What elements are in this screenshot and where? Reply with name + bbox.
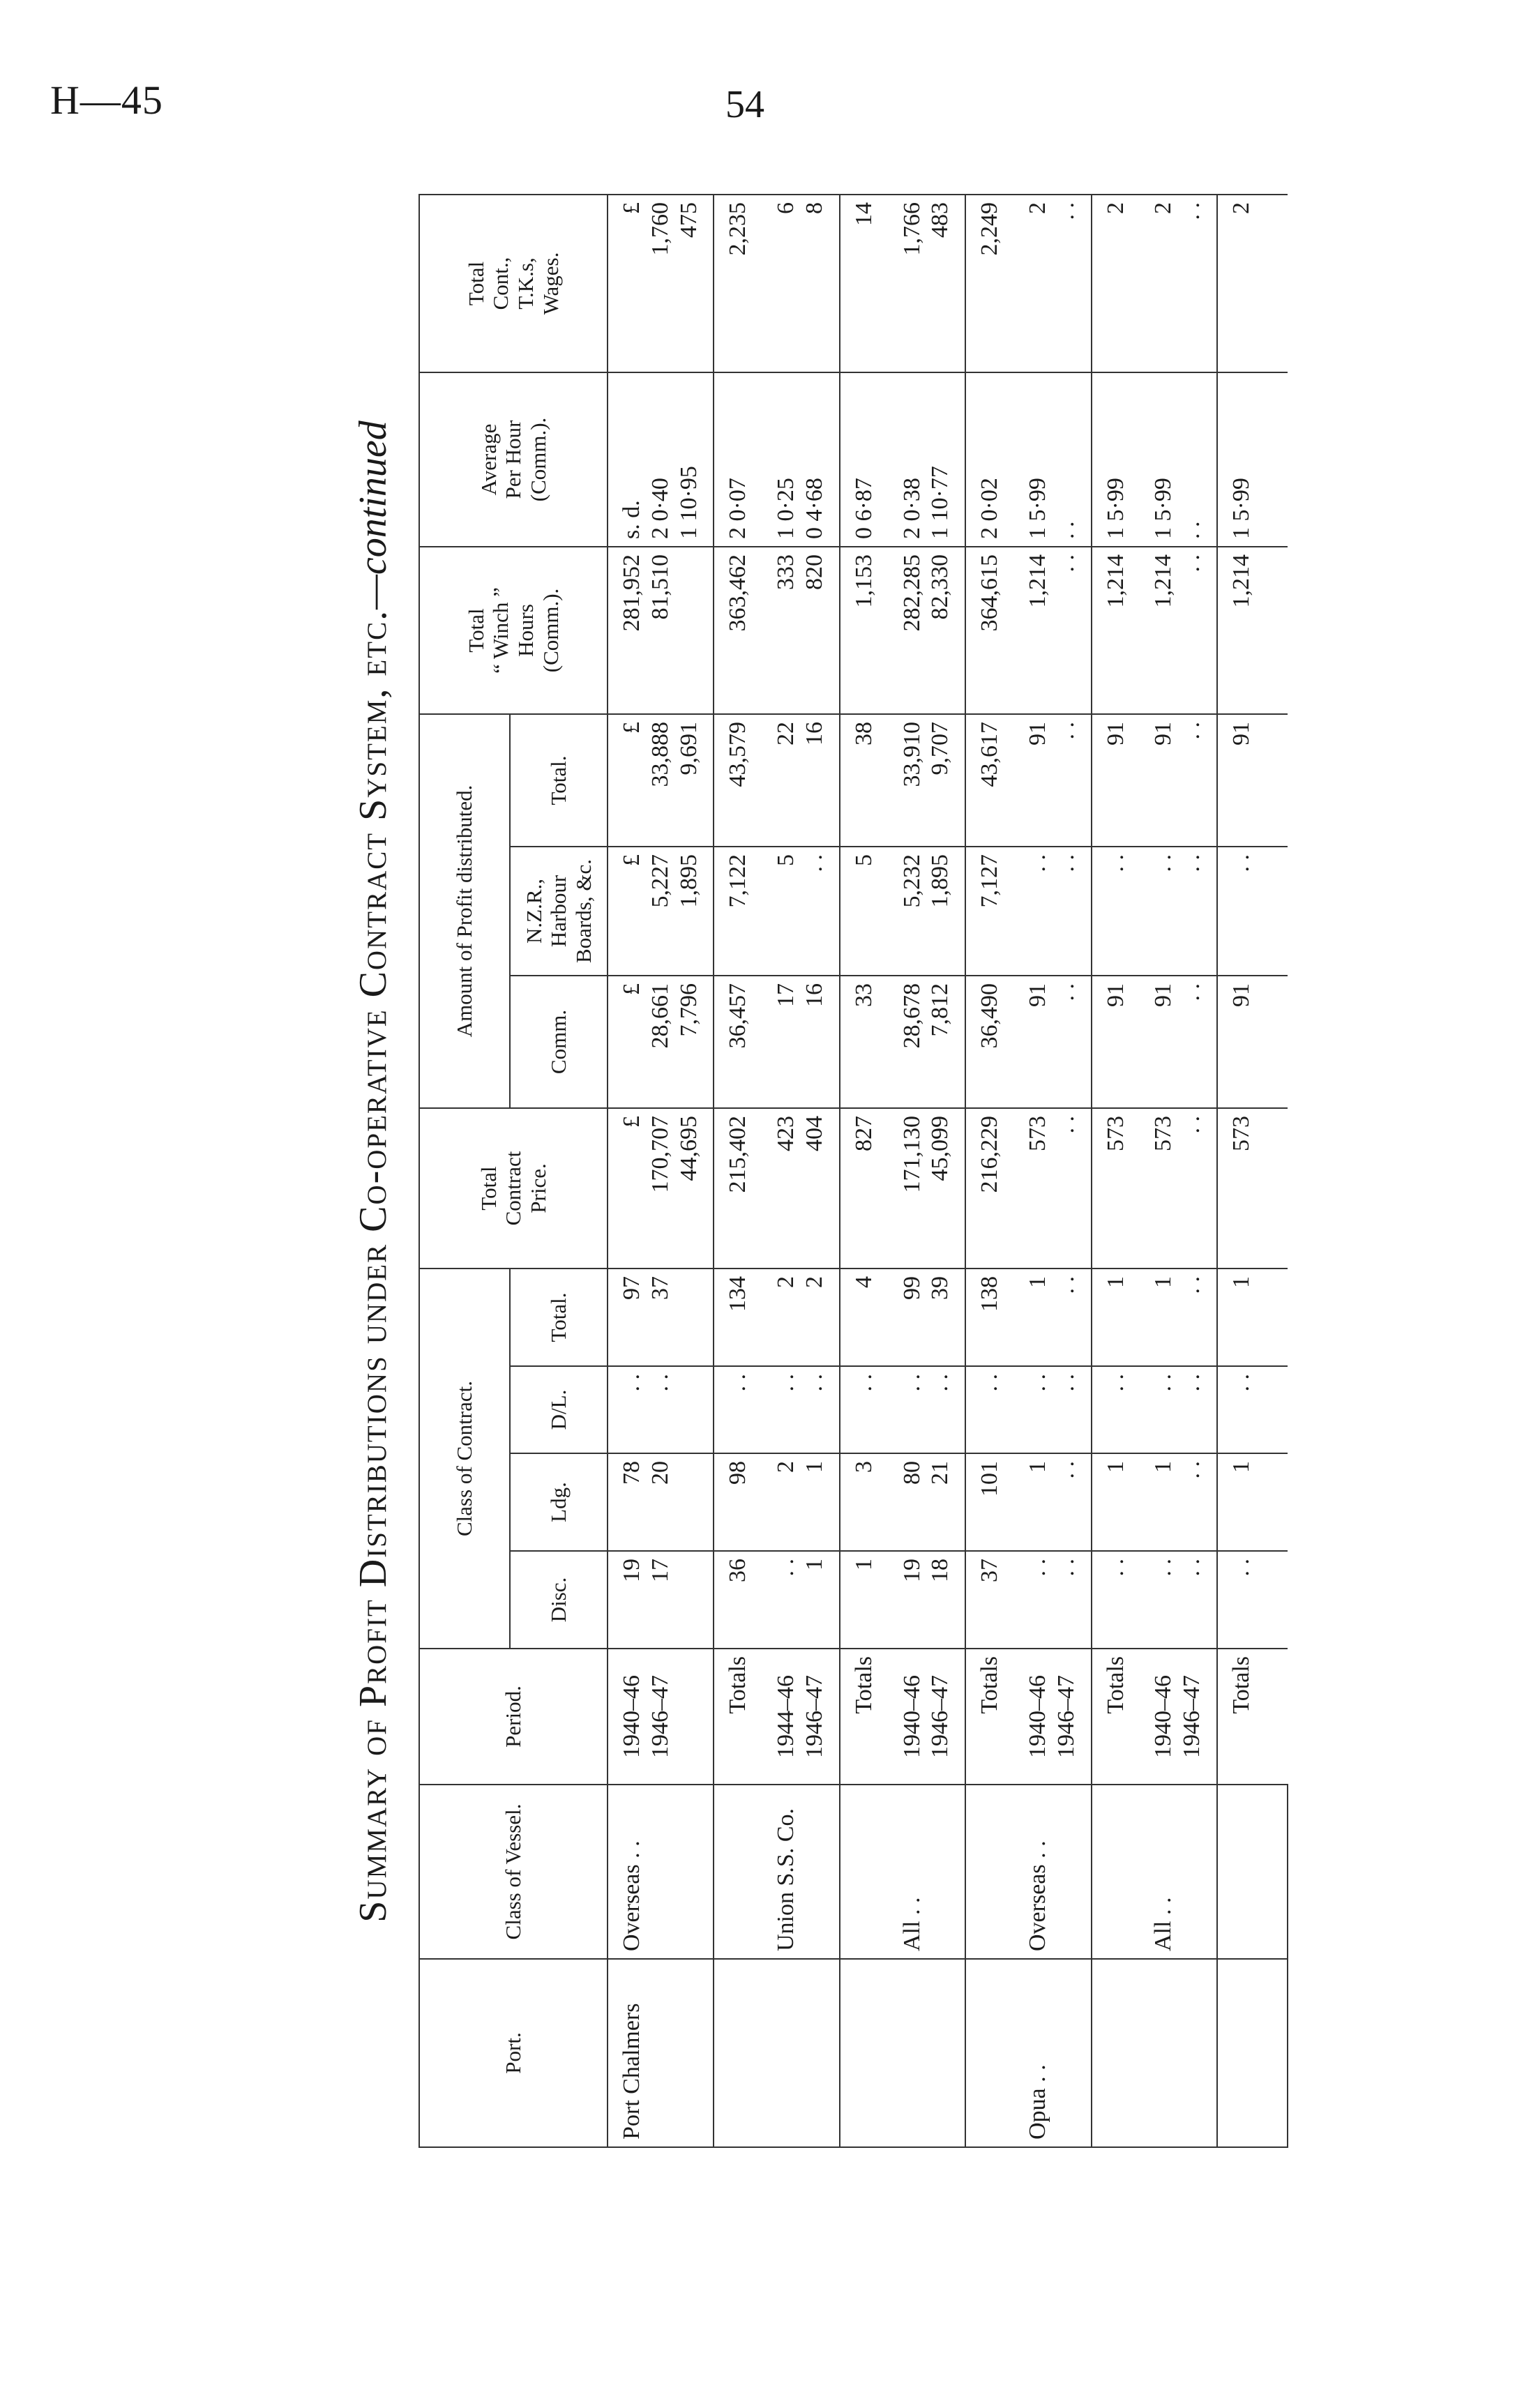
cell-port (965, 1959, 1014, 2147)
rule-cell (1266, 714, 1288, 847)
cell-period: 1940–46 1946–47 (889, 1649, 966, 1785)
cell-disc: 1 (840, 1551, 889, 1649)
cell-port (889, 1959, 966, 2147)
col-profit-distributed: Amount of Profit distributed. (419, 714, 510, 1108)
cell-price: £ 170,707 44,695 (608, 1108, 714, 1269)
col-class-total: Total. (510, 1269, 608, 1366)
totals-row (840, 195, 889, 2147)
cell-ldg: 1 . . (1014, 1453, 1092, 1551)
table-row (762, 195, 840, 2147)
cell-tk: 2 (1092, 195, 1140, 372)
cell-nzr: 5,232 1,895 (889, 847, 966, 976)
cell-nzr: 5 (840, 847, 889, 976)
cell-avg: 2 0·07 (714, 372, 762, 547)
cell-nzr: 5 . . (762, 847, 840, 976)
cell-cls-total: 2 2 (762, 1269, 840, 1366)
cell-port (714, 1959, 762, 2147)
totals-row (1217, 195, 1266, 2147)
cell-ldg: 98 (714, 1453, 762, 1551)
cell-cls-total: 134 (714, 1269, 762, 1366)
cell-ldg: 2 1 (762, 1453, 840, 1551)
cell-comm: 91 (1092, 976, 1140, 1108)
document-id: H—45 (50, 77, 163, 123)
cell-cls-total: 4 (840, 1269, 889, 1366)
col-average-per-hour: Average Per Hour (Comm.). (419, 372, 608, 547)
cell-dl: . . (1217, 1366, 1266, 1453)
cell-disc: 36 (714, 1551, 762, 1649)
cell-dl: . . . . (762, 1366, 840, 1453)
cell-ptotal: 33,910 9,707 (889, 714, 966, 847)
col-period: Period. (419, 1649, 608, 1785)
cell-avg: 1 5·99 . . (1140, 372, 1217, 547)
table-row (608, 195, 714, 2147)
rule-cell (1266, 547, 1288, 714)
table-row (1014, 195, 1092, 2147)
cell-ldg: 101 (965, 1453, 1014, 1551)
cell-nzr: . . (1217, 847, 1266, 976)
cell-port: Port Chalmers (608, 1959, 714, 2147)
cell-price: 215,402 (714, 1108, 762, 1269)
cell-port (1140, 1959, 1217, 2147)
col-disc: Disc. (510, 1551, 608, 1649)
rule-cell (1266, 1366, 1288, 1453)
cell-disc: . . . . (1140, 1551, 1217, 1649)
cell-ldg: 1 (1092, 1453, 1140, 1551)
cell-disc: . . (1217, 1551, 1266, 1649)
cell-winch: 281,952 81,510 (608, 547, 714, 714)
cell-disc: 37 (965, 1551, 1014, 1649)
cell-comm: 91 (1217, 976, 1266, 1108)
cell-ldg: 80 21 (889, 1453, 966, 1551)
cell-winch: 363,462 (714, 547, 762, 714)
cell-vessel: Overseas . . (1014, 1785, 1092, 1959)
cell-cls-total: 99 39 (889, 1269, 966, 1366)
cell-period: 1940–46 1946–47 (1140, 1649, 1217, 1785)
cell-disc: . . (1092, 1551, 1140, 1649)
table-row (1140, 195, 1217, 2147)
cell-avg: 1 5·99 (1092, 372, 1140, 547)
cell-price: 573 . . (1140, 1108, 1217, 1269)
table-title-text: Summary of Profit Distributions under Co-operative Contract System, etc. (352, 609, 395, 1923)
cell-period: Totals (840, 1649, 889, 1785)
cell-ptotal: 91 (1217, 714, 1266, 847)
cell-comm: 91 . . (1014, 976, 1092, 1108)
cell-cls-total: 1 . . (1140, 1269, 1217, 1366)
cell-dl: . . . . (1014, 1366, 1092, 1453)
table-row (889, 195, 966, 2147)
cell-tk: 6 8 (762, 195, 840, 372)
cell-period: Totals (1217, 1649, 1266, 1785)
cell-ptotal: 91 . . (1014, 714, 1092, 847)
cell-nzr: . . . . (1140, 847, 1217, 976)
cell-winch: 333 820 (762, 547, 840, 714)
cell-winch: 1,214 (1092, 547, 1140, 714)
cell-avg: 1 5·99 . . (1014, 372, 1092, 547)
cell-disc: 19 18 (889, 1551, 966, 1649)
rule-cell (1266, 195, 1288, 372)
rule-cell (1266, 372, 1288, 547)
cell-vessel: Union S.S. Co. (762, 1785, 840, 1959)
cell-avg: 2 0·38 1 10·77 (889, 372, 966, 547)
cell-disc: . . 1 (762, 1551, 840, 1649)
cell-ptotal: 91 . . (1140, 714, 1217, 847)
cell-ldg: 3 (840, 1453, 889, 1551)
cell-avg: 2 0·02 (965, 372, 1014, 547)
cell-price: 573 . . (1014, 1108, 1092, 1269)
col-vessel: Class of Vessel. (419, 1785, 608, 1959)
col-dl: D/L. (510, 1366, 608, 1453)
col-comm: Comm. (510, 976, 608, 1108)
cell-ldg: 1 . . (1140, 1453, 1217, 1551)
page-number: 54 (725, 83, 764, 126)
cell-comm: 36,457 (714, 976, 762, 1108)
cell-ldg: 78 20 (608, 1453, 714, 1551)
cell-tk: 2 . . (1014, 195, 1092, 372)
cell-avg: 1 5·99 (1217, 372, 1266, 547)
cell-dl: . . . . (889, 1366, 966, 1453)
rule-cell (1266, 1108, 1288, 1269)
cell-dl: . . (1092, 1366, 1140, 1453)
cell-period: 1940–46 1946–47 (1014, 1649, 1092, 1785)
cell-winch: 1,214 (1217, 547, 1266, 714)
cell-price: 216,229 (965, 1108, 1014, 1269)
col-port: Port. (419, 1959, 608, 2147)
totals-row (1092, 195, 1140, 2147)
cell-avg: 1 0·25 0 4·68 (762, 372, 840, 547)
profit-distribution-table (418, 194, 1288, 2148)
col-class-of-contract: Class of Contract. (419, 1269, 510, 1649)
cell-ptotal: £ 33,888 9,691 (608, 714, 714, 847)
col-total-cont-wages: Total Cont., T.K.s, Wages. (419, 195, 608, 372)
cell-comm: 36,490 (965, 976, 1014, 1108)
cell-port (1217, 1959, 1266, 2147)
cell-vessel (840, 1785, 889, 1959)
rule-cell (1266, 1785, 1288, 1959)
rule-cell (1266, 976, 1288, 1108)
cell-tk: 2,235 (714, 195, 762, 372)
cell-nzr: £ 5,227 1,895 (608, 847, 714, 976)
cell-nzr: 7,127 (965, 847, 1014, 976)
cell-port (762, 1959, 840, 2147)
rule-cell (1266, 847, 1288, 976)
cell-dl: . . . . (608, 1366, 714, 1453)
cell-ptotal: 43,579 (714, 714, 762, 847)
cell-avg: s. d. 2 0·40 1 10·95 (608, 372, 714, 547)
table-title-continued: —continued (352, 421, 395, 609)
cell-price: 827 (840, 1108, 889, 1269)
rule-cell (1266, 1649, 1288, 1785)
table-title (335, 195, 412, 2148)
col-winch-hours: Total “ Winch ” Hours (Comm.). (419, 547, 608, 714)
totals-row (714, 195, 762, 2147)
totals-row (965, 195, 1014, 2147)
cell-disc: 19 17 (608, 1551, 714, 1649)
rule-cell (1266, 1269, 1288, 1366)
cell-tk: 2 (1217, 195, 1266, 372)
cell-dl: . . (714, 1366, 762, 1453)
col-profit-total: Total. (510, 714, 608, 847)
cell-cls-total: 1 . . (1014, 1269, 1092, 1366)
cell-port: Opua . . (1014, 1959, 1092, 2147)
cell-vessel: All . . (889, 1785, 966, 1959)
rule-cell (1266, 1453, 1288, 1551)
cell-period: 1944–46 1946–47 (762, 1649, 840, 1785)
col-contract-price: Total Contract Price. (419, 1108, 608, 1269)
cell-cls-total: 138 (965, 1269, 1014, 1366)
cell-vessel (1092, 1785, 1140, 1959)
cell-avg: 0 6·87 (840, 372, 889, 547)
cell-ptotal: 91 (1092, 714, 1140, 847)
cell-dl: . . . . (1140, 1366, 1217, 1453)
cell-comm: £ 28,661 7,796 (608, 976, 714, 1108)
rule-cell (1266, 1551, 1288, 1649)
cell-ldg: 1 (1217, 1453, 1266, 1551)
cell-tk: £ 1,760 475 (608, 195, 714, 372)
cell-nzr: . . (1092, 847, 1140, 976)
cell-tk: 2,249 (965, 195, 1014, 372)
cell-comm: 33 (840, 976, 889, 1108)
cell-ptotal: 43,617 (965, 714, 1014, 847)
cell-price: 573 (1092, 1108, 1140, 1269)
cell-comm: 91 . . (1140, 976, 1217, 1108)
cell-vessel: Overseas . . (608, 1785, 714, 1959)
cell-cls-total: 1 (1092, 1269, 1140, 1366)
cell-winch: 364,615 (965, 547, 1014, 714)
cell-cls-total: 97 37 (608, 1269, 714, 1366)
cell-dl: . . (840, 1366, 889, 1453)
cell-period: 1940–46 1946–47 (608, 1649, 714, 1785)
cell-dl: . . (965, 1366, 1014, 1453)
rotated-table-block (335, 195, 1465, 2148)
cell-period: Totals (1092, 1649, 1140, 1785)
col-nzr-harbour: N.Z.R., Harbour Boards, &c. (510, 847, 608, 976)
cell-price: 573 (1217, 1108, 1266, 1269)
cell-tk: 14 (840, 195, 889, 372)
cell-winch: 1,214 . . (1014, 547, 1092, 714)
cell-comm: 28,678 7,812 (889, 976, 966, 1108)
cell-period: Totals (965, 1649, 1014, 1785)
cell-tk: 2 . . (1140, 195, 1217, 372)
cell-ptotal: 38 (840, 714, 889, 847)
cell-vessel (1217, 1785, 1266, 1959)
table-bottom-rule (1266, 195, 1288, 2147)
cell-ptotal: 22 16 (762, 714, 840, 847)
cell-winch: 1,153 (840, 547, 889, 714)
cell-disc: . . . . (1014, 1551, 1092, 1649)
cell-comm: 17 16 (762, 976, 840, 1108)
cell-vessel: All . . (1140, 1785, 1217, 1959)
cell-nzr: . . . . (1014, 847, 1092, 976)
cell-period: Totals (714, 1649, 762, 1785)
cell-tk: 1,766 483 (889, 195, 966, 372)
cell-cls-total: 1 (1217, 1269, 1266, 1366)
cell-price: 171,130 45,099 (889, 1108, 966, 1269)
col-ldg: Ldg. (510, 1453, 608, 1551)
cell-port (840, 1959, 889, 2147)
rule-cell (1266, 1959, 1288, 2147)
cell-price: 423 404 (762, 1108, 840, 1269)
cell-port (1092, 1959, 1140, 2147)
cell-vessel (965, 1785, 1014, 1959)
cell-nzr: 7,122 (714, 847, 762, 976)
cell-winch: 1,214 . . (1140, 547, 1217, 714)
cell-winch: 282,285 82,330 (889, 547, 966, 714)
cell-vessel (714, 1785, 762, 1959)
